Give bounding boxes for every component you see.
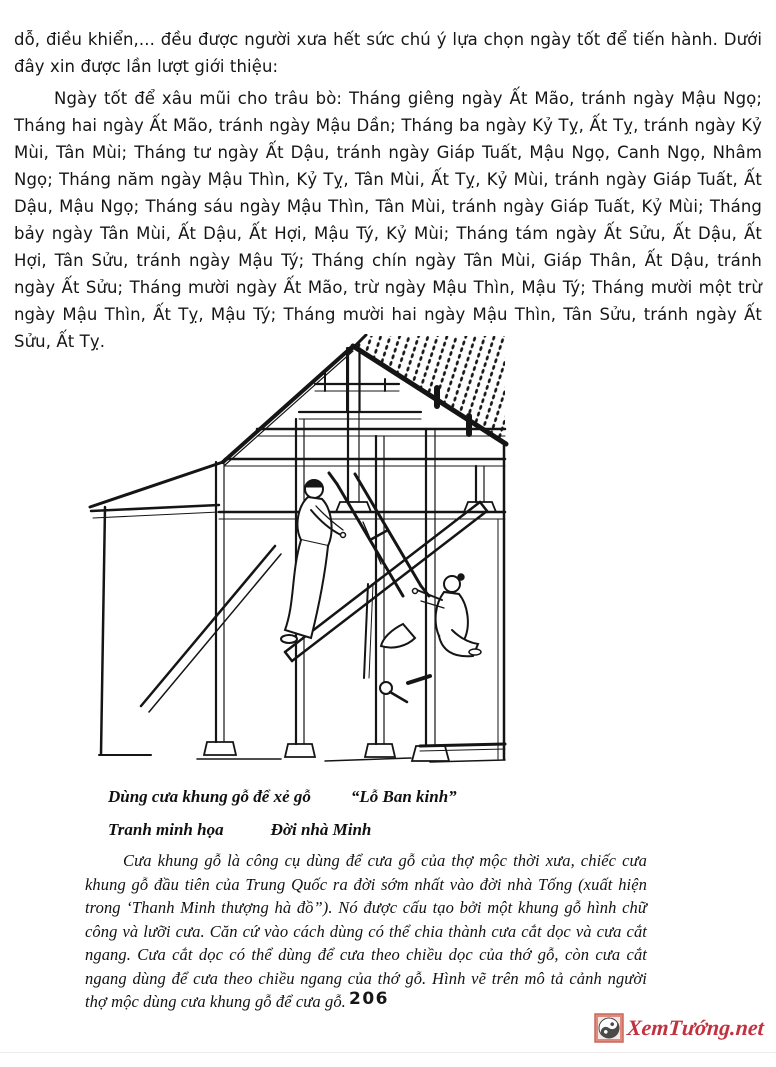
watermark-text: XemTướng.net — [626, 1015, 765, 1040]
page-bottom-edge — [0, 1052, 776, 1053]
schedule-paragraph: Ngày tốt để xâu mũi cho trâu bò: Tháng giêng ngày Ất Mão, tránh ngày Mậu Ngọ; Tháng hai ngày Ất Mão, tránh ngày Mậu Dần; Tháng ba ngày Kỷ Tỵ, Ất Tỵ, tránh ngày Kỷ Mùi, Tân Mùi; Tháng tư ngày Ất Dậu, tránh ngày Giáp Tuất, Mậu Ngọ, Canh Ngọ, Nhâm Ngọ; Tháng năm ngày Mậu Thìn, Kỷ Tỵ, Tân Mùi, Ất Tỵ, Kỷ Mùi, tránh ngày Giáp Tuất, Ất Dậu, Mậu Ngọ; Tháng sáu ngày Mậu Thìn, Tân Mùi, tránh ngày Giáp Tuất, Kỷ Mùi; Tháng bảy ngày Tân Mùi, Ất Dậu, Ất Hợi, Mậu Tý, Kỷ Mùi; Tháng tám ngày Ất Sửu, Ất Dậu, Ất Hợi, Tân Sửu, tránh ngày Mậu Tý; Tháng chín ngày Tân Mùi, Giáp Thân, Ất Dậu, tránh ngày Ất Sửu; Tháng mười ngày Ất Mão, trừ ngày Mậu Thìn, Mậu Tý; Tháng mười một trừ ngày Mậu Thìn, Ất Tỵ, Mậu Tý; Tháng mười hai ngày Mậu Thìn, Tân Sửu, tránh ngày Ất Sửu, Ất Tỵ. — [14, 89, 762, 351]
watermark — [594, 1011, 764, 1045]
figure-caption-row-1 — [108, 787, 708, 807]
intro-paragraph: dỗ, điều khiển,... đều được người xưa hết sức chú ý lựa chọn ngày tốt để tiến hành. Dưới đây xin được lần lượt giới thiệu: — [14, 30, 762, 76]
figure-caption-source: “Lỗ Ban kinh” — [350, 787, 457, 806]
offcut-stick — [364, 584, 373, 678]
figure-caption-title: Dùng cưa khung gỗ để xẻ gỗ — [108, 787, 311, 806]
carpentry-sawing-illustration — [85, 334, 510, 772]
figure-caption-type: Tranh minh họa — [108, 820, 224, 839]
beams — [91, 429, 505, 519]
figure-illustration — [85, 334, 510, 772]
ground — [99, 744, 505, 762]
yin-yang-icon — [594, 1011, 624, 1045]
page-number: 206 — [349, 989, 389, 1009]
figure-caption-era: Đời nhà Minh — [270, 820, 372, 839]
figure-description-paragraph: Cưa khung gỗ là công cụ dùng để cưa gỗ của thợ mộc thời xưa, chiếc cưa khung gỗ đầu tiên của Trung Quốc ra đời sớm nhất vào đời nhà Tống (xuất hiện trong ‘Thanh Minh thượng hà đồ”). Nó được cấu tạo bởi một khung gỗ hình chữ công và lưỡi cưa. Căn cứ vào cách dùng có thể chia thành cưa cắt dọc và cưa cắt ngang. Cưa cắt dọc có thể dùng để cưa theo chiều dọc của thớ gỗ, còn cưa cắt ngang dùng để cưa theo chiều ngang của thớ gỗ. Hình vẽ trên mô tả cảnh người thợ mộc dùng cưa khung gỗ để cưa gỗ. — [85, 851, 647, 1011]
leaning-brace — [141, 546, 281, 712]
figure-caption-row-2 — [108, 820, 708, 840]
figure-captions — [108, 787, 708, 853]
sawyer-seated-figure — [281, 480, 346, 643]
